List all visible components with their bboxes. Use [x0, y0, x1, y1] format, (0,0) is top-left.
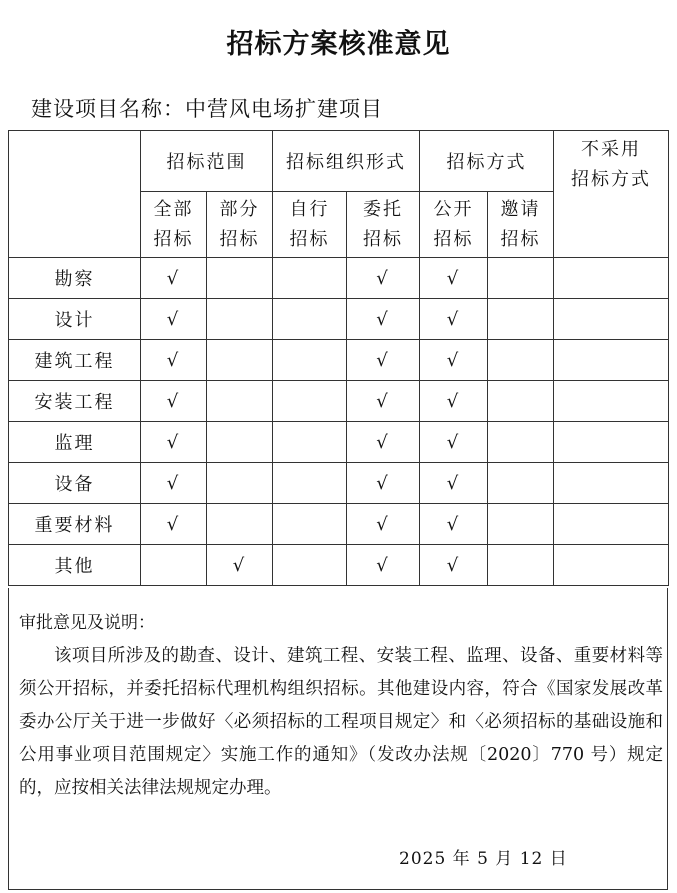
row-label: 重要材料 — [9, 504, 141, 545]
check-cell: √ — [420, 504, 488, 545]
check-cell: √ — [420, 422, 488, 463]
check-cell — [273, 422, 347, 463]
check-cell — [488, 299, 554, 340]
row-label: 其他 — [9, 545, 141, 586]
header-scope: 招标范围 — [141, 131, 273, 192]
row-label: 设计 — [9, 299, 141, 340]
check-cell — [273, 340, 347, 381]
remarks-section — [8, 588, 668, 890]
check-cell — [488, 381, 554, 422]
check-cell — [273, 545, 347, 586]
check-cell: √ — [347, 381, 420, 422]
check-cell — [554, 299, 669, 340]
check-cell — [488, 422, 554, 463]
check-cell — [207, 299, 273, 340]
table-row — [9, 504, 669, 545]
approval-date: 2025 年 5 月 12 日 — [399, 849, 568, 869]
check-cell — [273, 381, 347, 422]
check-cell: √ — [347, 504, 420, 545]
check-cell — [488, 463, 554, 504]
check-cell — [488, 504, 554, 545]
check-cell: √ — [347, 545, 420, 586]
check-cell: √ — [420, 463, 488, 504]
check-cell: √ — [141, 422, 207, 463]
check-cell — [273, 299, 347, 340]
header-method: 招标方式 — [420, 131, 554, 192]
table-row — [9, 299, 669, 340]
row-label: 勘察 — [9, 258, 141, 299]
check-cell — [207, 258, 273, 299]
check-cell — [207, 463, 273, 504]
check-cell: √ — [420, 340, 488, 381]
check-cell: √ — [347, 422, 420, 463]
check-cell: √ — [347, 258, 420, 299]
check-cell: √ — [141, 340, 207, 381]
check-cell — [488, 340, 554, 381]
check-cell — [273, 504, 347, 545]
check-cell — [554, 340, 669, 381]
check-cell: √ — [347, 299, 420, 340]
row-label: 监理 — [9, 422, 141, 463]
subheader-partial: 部分 招标 — [207, 192, 273, 258]
check-cell — [554, 258, 669, 299]
check-cell — [554, 504, 669, 545]
approval-table — [8, 130, 669, 586]
subheader-self: 自行 招标 — [273, 192, 347, 258]
check-cell — [141, 545, 207, 586]
check-cell — [207, 422, 273, 463]
subheader-full: 全部 招标 — [141, 192, 207, 258]
corner-cell — [9, 131, 141, 258]
check-cell — [554, 463, 669, 504]
document-title: 招标方案核准意见 — [226, 29, 451, 60]
check-cell: √ — [347, 340, 420, 381]
check-cell: √ — [141, 463, 207, 504]
check-cell: √ — [420, 545, 488, 586]
check-cell: √ — [420, 258, 488, 299]
check-cell — [273, 463, 347, 504]
check-cell — [488, 545, 554, 586]
remarks-body: 该项目所涉及的勘查、设计、建筑工程、安装工程、监理、设备、重要材料等须公开招标，并委托招标代理机构组织招标。其他建设内容，符合《国家发展改革委办公厅关于进一步做好〈必须招标的工程项目规定〉和〈必须招标的基础设施和公用事业项目范围规定〉实施工作的通知》（发改办法规〔2020〕770 号）规定的，应按相关法律法规规定办理。 — [19, 646, 663, 798]
row-label: 安装工程 — [9, 381, 141, 422]
check-cell — [554, 422, 669, 463]
check-cell: √ — [141, 504, 207, 545]
table-row — [9, 340, 669, 381]
check-cell — [207, 381, 273, 422]
subheader-invite: 邀请 招标 — [488, 192, 554, 258]
header-org: 招标组织形式 — [273, 131, 420, 192]
table-row — [9, 258, 669, 299]
table-row — [9, 463, 669, 504]
check-cell — [207, 504, 273, 545]
row-label: 设备 — [9, 463, 141, 504]
check-cell: √ — [347, 463, 420, 504]
subheader-entrust: 委托 招标 — [347, 192, 420, 258]
check-cell: √ — [420, 381, 488, 422]
project-name: 建设项目名称：中营风电场扩建项目 — [31, 97, 383, 121]
check-cell: √ — [141, 299, 207, 340]
row-label: 建筑工程 — [9, 340, 141, 381]
check-cell: √ — [207, 545, 273, 586]
check-cell: √ — [420, 299, 488, 340]
table-row — [9, 545, 669, 586]
check-cell: √ — [141, 258, 207, 299]
check-cell — [554, 381, 669, 422]
check-cell — [273, 258, 347, 299]
remarks-heading: 审批意见及说明： — [19, 613, 155, 633]
check-cell — [488, 258, 554, 299]
check-cell — [554, 545, 669, 586]
check-cell: √ — [141, 381, 207, 422]
check-cell — [207, 340, 273, 381]
header-not-adopted: 不采用 招标方式 — [554, 131, 669, 258]
table-row — [9, 381, 669, 422]
table-row — [9, 422, 669, 463]
subheader-public: 公开 招标 — [420, 192, 488, 258]
